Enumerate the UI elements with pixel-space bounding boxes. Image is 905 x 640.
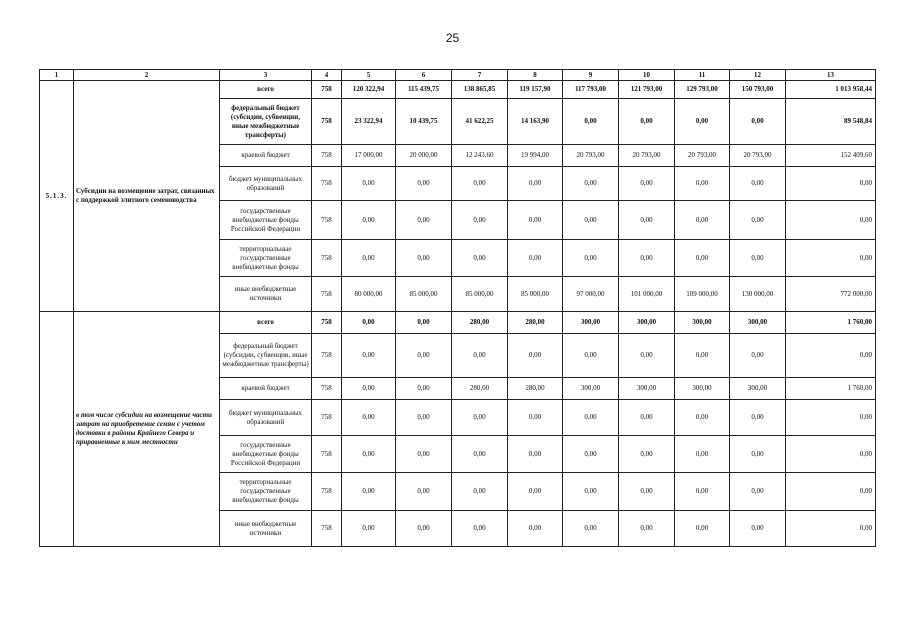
value-cell: 17 000,00	[342, 145, 396, 167]
funding-source: федеральный бюджет (субсидии, субвенции, иные межбюджетные трансферты)	[220, 334, 312, 378]
value-cell: 0,00	[619, 167, 675, 201]
table-row	[40, 312, 876, 334]
value-cell: 20 793,00	[730, 145, 786, 167]
value-cell: 300,00	[619, 378, 675, 400]
total-cell: 772 000,00	[786, 277, 876, 312]
total-cell: 0,00	[786, 334, 876, 378]
value-cell: 41 622,25	[452, 99, 508, 145]
budget-code: 758	[312, 400, 342, 436]
section-number	[40, 312, 74, 547]
value-cell: 0,00	[619, 201, 675, 240]
column-header-6: 6	[396, 70, 452, 81]
value-cell: 0,00	[342, 240, 396, 277]
value-cell: 10 439,75	[396, 99, 452, 145]
page-number: 25	[445, 31, 460, 45]
funding-source: государственные внебюджетные фонды Российской Федерации	[220, 201, 312, 240]
total-cell: 152 409,60	[786, 145, 876, 167]
funding-source: территориальные государственные внебюджетные фонды	[220, 473, 312, 511]
value-cell: 0,00	[396, 312, 452, 334]
budget-code: 758	[312, 81, 342, 99]
total-cell: 0,00	[786, 400, 876, 436]
value-cell: 0,00	[452, 511, 508, 547]
value-cell: 85 000,00	[452, 277, 508, 312]
value-cell: 0,00	[396, 436, 452, 473]
value-cell: 0,00	[730, 473, 786, 511]
value-cell: 300,00	[563, 378, 619, 400]
value-cell: 0,00	[452, 334, 508, 378]
value-cell: 0,00	[342, 201, 396, 240]
value-cell: 0,00	[675, 201, 730, 240]
value-cell: 300,00	[730, 312, 786, 334]
value-cell: 0,00	[730, 240, 786, 277]
total-cell: 89 548,84	[786, 99, 876, 145]
value-cell: 0,00	[452, 436, 508, 473]
value-cell: 280,00	[508, 378, 563, 400]
value-cell: 0,00	[619, 99, 675, 145]
total-cell: 0,00	[786, 167, 876, 201]
budget-code: 758	[312, 201, 342, 240]
budget-code: 758	[312, 277, 342, 312]
section-description: Субсидии на возмещение затрат, связанных с поддержкой элитного семеноводства	[74, 81, 220, 312]
total-cell: 0,00	[786, 511, 876, 547]
value-cell: 120 322,94	[342, 81, 396, 99]
value-cell: 0,00	[619, 473, 675, 511]
value-cell: 0,00	[675, 99, 730, 145]
total-cell: 1 760,00	[786, 378, 876, 400]
budget-code: 758	[312, 436, 342, 473]
value-cell: 97 000,00	[563, 277, 619, 312]
value-cell: 0,00	[396, 378, 452, 400]
value-cell: 0,00	[342, 473, 396, 511]
value-cell: 0,00	[396, 201, 452, 240]
value-cell: 20 000,00	[396, 145, 452, 167]
budget-code: 758	[312, 167, 342, 201]
value-cell: 300,00	[619, 312, 675, 334]
value-cell: 0,00	[619, 240, 675, 277]
funding-source: иные внебюджетные источники	[220, 511, 312, 547]
value-cell: 0,00	[396, 511, 452, 547]
value-cell: 0,00	[563, 511, 619, 547]
column-header-3: 3	[220, 70, 312, 81]
value-cell: 138 865,85	[452, 81, 508, 99]
value-cell: 0,00	[342, 167, 396, 201]
value-cell: 129 793,00	[675, 81, 730, 99]
funding-source: иные внебюджетные источники	[220, 277, 312, 312]
value-cell: 0,00	[508, 400, 563, 436]
funding-source: государственные внебюджетные фонды Российской Федерации	[220, 436, 312, 473]
column-header-7: 7	[452, 70, 508, 81]
value-cell: 0,00	[563, 99, 619, 145]
value-cell: 0,00	[342, 334, 396, 378]
value-cell: 0,00	[342, 312, 396, 334]
section-number: 5.1.3.	[40, 81, 74, 312]
total-cell: 1 013 958,44	[786, 81, 876, 99]
value-cell: 0,00	[619, 400, 675, 436]
total-cell: 1 760,00	[786, 312, 876, 334]
budget-code: 758	[312, 334, 342, 378]
budget-code: 758	[312, 312, 342, 334]
value-cell: 0,00	[396, 167, 452, 201]
funding-source: федеральный бюджет (субсидии, субвенции, иные межбюджетные трансферты)	[220, 99, 312, 145]
budget-code: 758	[312, 378, 342, 400]
value-cell: 300,00	[675, 378, 730, 400]
value-cell: 130 000,00	[730, 277, 786, 312]
column-header-5: 5	[342, 70, 396, 81]
funding-source: территориальные государственные внебюджетные фонды	[220, 240, 312, 277]
budget-code: 758	[312, 240, 342, 277]
funding-source: краевой бюджет	[220, 378, 312, 400]
value-cell: 280,00	[452, 312, 508, 334]
total-cell: 0,00	[786, 240, 876, 277]
column-header-4: 4	[312, 70, 342, 81]
value-cell: 80 000,00	[342, 277, 396, 312]
value-cell: 19 994,00	[508, 145, 563, 167]
value-cell: 0,00	[396, 334, 452, 378]
value-cell: 85 000,00	[508, 277, 563, 312]
value-cell: 0,00	[452, 201, 508, 240]
total-cell: 0,00	[786, 201, 876, 240]
value-cell: 0,00	[563, 240, 619, 277]
total-cell: 0,00	[786, 473, 876, 511]
value-cell: 0,00	[396, 400, 452, 436]
value-cell: 0,00	[730, 511, 786, 547]
value-cell: 20 793,00	[563, 145, 619, 167]
value-cell: 0,00	[452, 167, 508, 201]
value-cell: 0,00	[452, 240, 508, 277]
value-cell: 0,00	[675, 473, 730, 511]
column-header-9: 9	[563, 70, 619, 81]
value-cell: 150 793,00	[730, 81, 786, 99]
value-cell: 280,00	[508, 312, 563, 334]
value-cell: 14 163,90	[508, 99, 563, 145]
value-cell: 0,00	[342, 378, 396, 400]
budget-table	[39, 69, 876, 547]
funding-source: всего	[220, 312, 312, 334]
value-cell: 0,00	[508, 240, 563, 277]
value-cell: 300,00	[675, 312, 730, 334]
value-cell: 300,00	[563, 312, 619, 334]
value-cell: 0,00	[675, 400, 730, 436]
budget-code: 758	[312, 511, 342, 547]
value-cell: 0,00	[675, 436, 730, 473]
value-cell: 0,00	[730, 334, 786, 378]
value-cell: 300,00	[730, 378, 786, 400]
column-header-13: 13	[786, 70, 876, 81]
value-cell: 12 243,60	[452, 145, 508, 167]
value-cell: 101 000,00	[619, 277, 675, 312]
value-cell: 0,00	[730, 167, 786, 201]
value-cell: 0,00	[619, 511, 675, 547]
value-cell: 280,00	[452, 378, 508, 400]
value-cell: 0,00	[508, 511, 563, 547]
column-header-1: 1	[40, 70, 74, 81]
value-cell: 0,00	[619, 436, 675, 473]
value-cell: 0,00	[452, 400, 508, 436]
total-cell: 0,00	[786, 436, 876, 473]
value-cell: 0,00	[396, 240, 452, 277]
funding-source: бюджет муниципальных образований	[220, 400, 312, 436]
value-cell: 109 000,00	[675, 277, 730, 312]
value-cell: 0,00	[563, 334, 619, 378]
value-cell: 0,00	[675, 167, 730, 201]
value-cell: 119 157,90	[508, 81, 563, 99]
value-cell: 0,00	[396, 473, 452, 511]
value-cell: 0,00	[730, 436, 786, 473]
value-cell: 0,00	[675, 240, 730, 277]
value-cell: 85 000,00	[396, 277, 452, 312]
column-header-10: 10	[619, 70, 675, 81]
value-cell: 0,00	[563, 201, 619, 240]
value-cell: 0,00	[342, 436, 396, 473]
value-cell: 0,00	[508, 473, 563, 511]
value-cell: 20 793,00	[619, 145, 675, 167]
budget-code: 758	[312, 473, 342, 511]
column-header-2: 2	[74, 70, 220, 81]
value-cell: 0,00	[342, 400, 396, 436]
value-cell: 0,00	[675, 334, 730, 378]
value-cell: 115 439,75	[396, 81, 452, 99]
value-cell: 121 793,00	[619, 81, 675, 99]
column-header-8: 8	[508, 70, 563, 81]
value-cell: 0,00	[342, 511, 396, 547]
value-cell: 0,00	[563, 473, 619, 511]
section-description: в том числе субсидии на возмещение части затрат на приобретение семян с учетом доставки в районы Крайнего Севера и приравненные к ним местности	[74, 312, 220, 547]
value-cell: 0,00	[730, 400, 786, 436]
value-cell: 20 793,00	[675, 145, 730, 167]
funding-source: краевой бюджет	[220, 145, 312, 167]
column-header-12: 12	[730, 70, 786, 81]
budget-code: 758	[312, 145, 342, 167]
table-row	[40, 81, 876, 99]
column-header-11: 11	[675, 70, 730, 81]
value-cell: 0,00	[619, 334, 675, 378]
value-cell: 0,00	[730, 99, 786, 145]
value-cell: 0,00	[675, 511, 730, 547]
funding-source: всего	[220, 81, 312, 99]
value-cell: 0,00	[508, 167, 563, 201]
value-cell: 23 322,94	[342, 99, 396, 145]
value-cell: 0,00	[508, 334, 563, 378]
value-cell: 0,00	[508, 436, 563, 473]
value-cell: 117 793,00	[563, 81, 619, 99]
value-cell: 0,00	[563, 436, 619, 473]
value-cell: 0,00	[452, 473, 508, 511]
value-cell: 0,00	[563, 400, 619, 436]
budget-code: 758	[312, 99, 342, 145]
funding-source: бюджет муниципальных образований	[220, 167, 312, 201]
value-cell: 0,00	[508, 201, 563, 240]
value-cell: 0,00	[563, 167, 619, 201]
value-cell: 0,00	[730, 201, 786, 240]
